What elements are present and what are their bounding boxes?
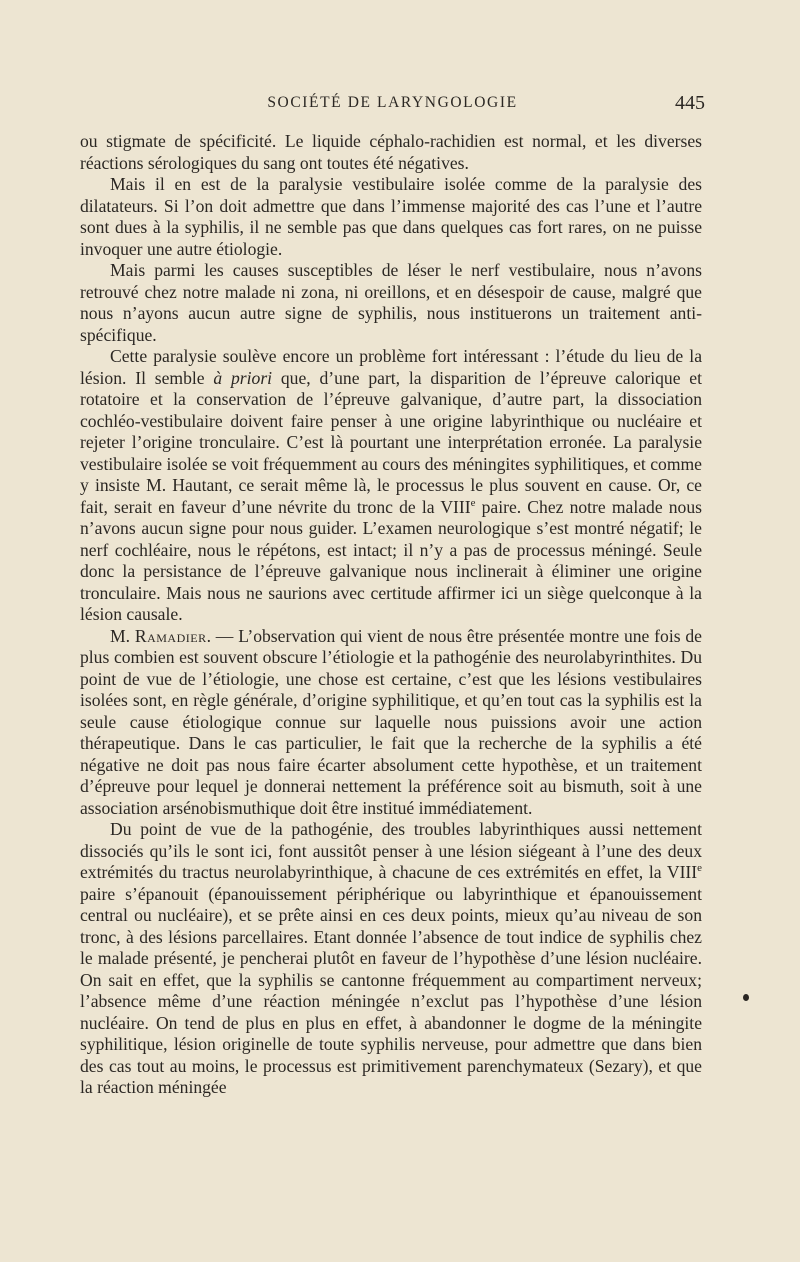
paragraph-6-part-b: paire s’épanouit (épanouissement périphérique ou labyrinthique et épanouissement central ou nucléaire), et se prête ainsi en ces deux points, mieux qu’au niveau de son tronc, à des lésions parcellaires. Etant donnée l’absence de tout indice de syphilis chez le malade présenté, je pencherai plutôt en faveur de l’hypothèse d’une lésion nucléaire. On sait en effet, que la syphilis se cantonne fréquemment au compartiment nerveux; l’absence même d’une réaction méningée n’exclut pas l’hypothèse d’une lésion nucléaire. On tend de plus en plus en effet, à abandonner le dogme de la méningite syphilitique, lésion originelle de toute syphilis nerveuse, pour admettre que dans bien des cas tout au moins, le processus est primitivement parenchymateux (Sezary), et que la réaction méningée [80, 883, 702, 1097]
paragraph-6 [80, 819, 702, 1099]
paragraph-4-part-a: Cette paralysie soulève encore un problème fort intéressant : l’étude du lieu de la lésion. Il semble [80, 346, 702, 388]
running-title: SOCIÉTÉ DE LARYNGOLOGIE [267, 94, 518, 111]
paragraph-1: ou stigmate de spécificité. Le liquide céphalo-rachidien est normal, et les diverses réactions sérologiques du sang ont toutes été négatives. [80, 131, 702, 173]
paragraph-5-text: . — L’observation qui vient de nous être présentée montre une fois de plus combien est souvent obscure l’étiologie et la pathogénie des neurolabyrinthites. Du point de vue de l’étiologie, une chose est certaine, c’est que les lésions vestibulaires isolées sont, en règle générale, d’origine syphilitique, et qu’en tout cas la syphilis est la seule cause étiologique connue sur laquelle nous puissions avoir une action thérapeutique. Dans le cas particulier, le fait que la recherche de la syphilis a été négative ne doit pas nous faire écarter absolument cette hypothèse, et un traitement d’épreuve pour lequel je donnerai nettement la préférence soit au bismuth, soit à une association arsénobismuthique doit être institué immédiatement. [80, 625, 702, 818]
speaker-prefix: M. [110, 625, 135, 646]
ink-speck [743, 994, 749, 1001]
speaker-name: Ramadier [134, 625, 207, 646]
body-text [80, 131, 702, 1099]
paragraph-4-part-c: paire. Chez notre malade nous n’avons aucun signe pour nous guider. L’examen neurologique s’est montré négatif; le nerf cochléaire, nous le répétons, est intact; il n’y a pas de processus méningé. Seule donc la persistance de l’épreuve galvanique nous inclinerait à éliminer une origine tronculaire. Mais nous ne saurions avec certitude affirmer ici un siège quelconque à la lésion causale. [80, 496, 702, 624]
paragraph-5 [80, 626, 702, 820]
paragraph-4 [80, 346, 702, 626]
paragraph-2: Mais il en est de la paralysie vestibulaire isolée comme de la paralysie des dilatateurs. Si l’on doit admettre que dans l’immense majorité des cas l’une et l’autre sont dues à la syphilis, il ne semble pas que dans quelques cas fort rares, on ne puisse invoquer une autre étiologie. [80, 174, 702, 259]
page-number: 445 [675, 92, 705, 114]
paragraph-6-part-a: Du point de vue de la pathogénie, des troubles labyrinthiques aussi nettement dissociés qu’ils le sont ici, font aussitôt penser à une lésion siégeant à l’une des deux extrémités du tractus neurolabyrinthique, à chacune de ces extrémités en effet, la VIII [80, 819, 702, 882]
superscript-e: e [470, 496, 476, 509]
italic-a-priori: à priori [213, 367, 273, 388]
paragraph-4-part-b: que, d’une part, la disparition de l’épreuve calorique et rotatoire et la conservation de l’épreuve galvanique, d’autre part, la dissociation cochléo-vestibulaire doivent faire penser à une origine labyrinthique ou nucléaire et rejeter l’origine tronculaire. C’est là pourtant une interprétation erronée. La paralysie vestibulaire isolée se voit fréquemment au cours des méningites syphilitiques, et comme y insiste M. Hautant, ce serait même là, le processus le plus souvent en cause. Or, ce fait, serait en faveur d’une névrite du tronc de la VIII [80, 367, 703, 517]
paragraph-3: Mais parmi les causes susceptibles de léser le nerf vestibulaire, nous n’avons retrouvé chez notre malade ni zona, ni oreillons, et en désespoir de cause, malgré que nous n’ayons aucun autre signe de syphilis, nous instituerons un traitement anti-spécifique. [80, 260, 702, 345]
page-header [80, 94, 705, 120]
superscript-e: e [697, 862, 702, 875]
